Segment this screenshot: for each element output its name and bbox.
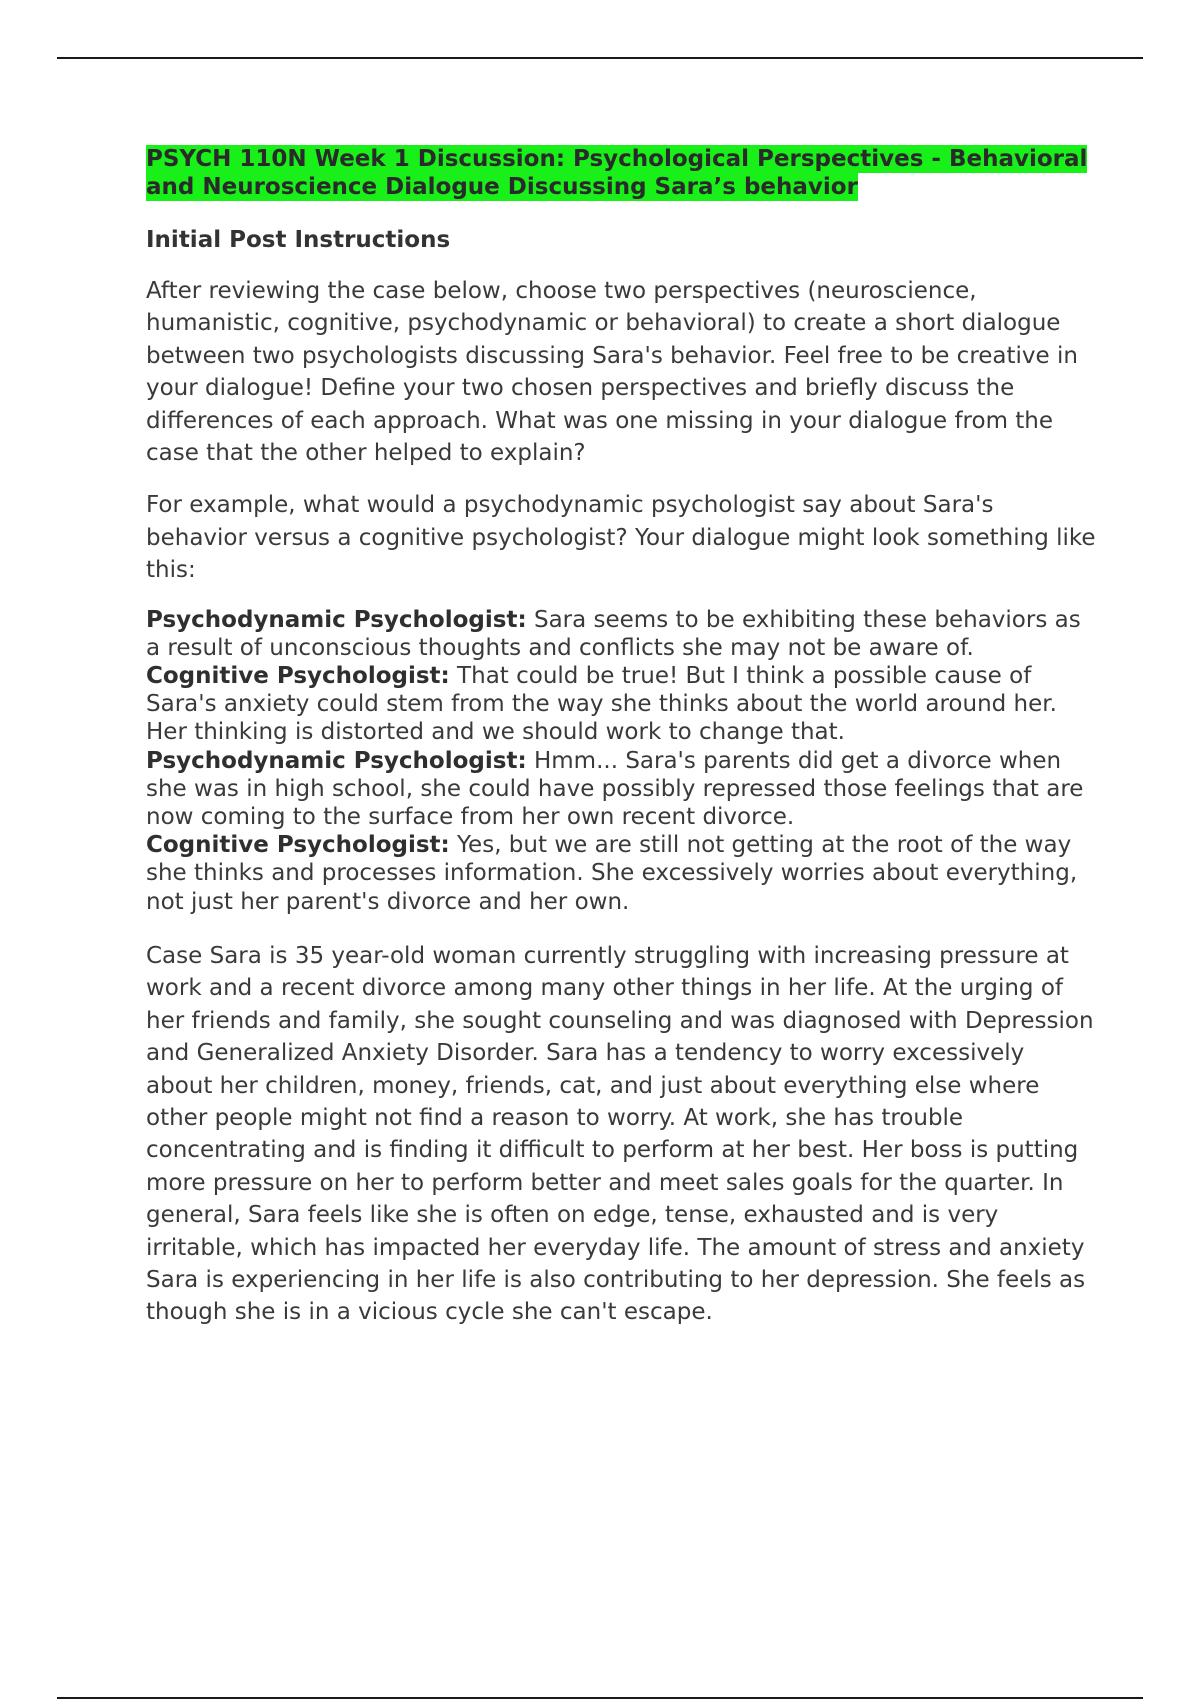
document-body	[146, 145, 1096, 1329]
case-paragraph: Case Sara is 35 year-old woman currently struggling with increasing pressure at work and a recent divorce among many other things in her life. At the urging of her friends and family, she sought counseling and was diagnosed with Depression and Generalized Anxiety Disorder. Sara has a tendency to worry excessively about her children, money, friends, cat, and just about everything else where other people might not find a reason to worry. At work, she has trouble concentrating and is finding it difficult to perform at her best. Her boss is putting more pressure on her to perform better and meet sales goals for the quarter. In general, Sara feels like she is often on edge, tense, exhausted and is very irritable, which has impacted her everyday life. The amount of stress and anxiety Sara is experiencing in her life is also contributing to her depression. She feels as though she is in a vicious cycle she can't escape.	[146, 942, 1094, 1326]
instructions-paragraph: After reviewing the case below, choose two perspectives (neuroscience, humanistic, cognitive, psychodynamic or behavioral) to create a short dialogue between two psychologists discussing Sara's behavior. Feel free to be creative in your dialogue! Define your two chosen perspectives and briefly discuss the differences of each approach. What was one missing in your dialogue from the case that the other helped to explain?	[146, 278, 1078, 467]
example-paragraph: For example, what would a psychodynamic psychologist say about Sara's behavior versus a cognitive psychologist? Your dialogue might look something like this:	[146, 492, 1096, 584]
dialogue-speaker: Psychodynamic Psychologist:	[146, 606, 527, 633]
dialogue-speaker: Psychodynamic Psychologist:	[146, 747, 527, 774]
document-title	[146, 145, 1096, 201]
dialogue-line: Yes, but we are still not getting at the root of the way she thinks and processes information. She excessively worries about everything, not just her parent's divorce and her own.	[146, 832, 1078, 915]
dialogue-line: Hmm... Sara's parents did get a divorce when she was in high school, she could have possibly repressed those feelings that are now coming to the surface from her own recent divorce.	[146, 747, 1084, 831]
footer-rule	[57, 1697, 1143, 1699]
document-title-highlight: PSYCH 110N Week 1 Discussion: Psychological Perspectives - Behavioral and Neuroscience Dialogue Discussing Sara’s behavior	[146, 146, 1088, 200]
instructions-heading: Initial Post Instructions	[146, 227, 451, 253]
example-dialogue	[146, 606, 1096, 916]
header-rule	[57, 57, 1143, 59]
dialogue-line: Sara seems to be exhibiting these behaviors as a result of unconscious thoughts and conflicts she may not be aware of.	[146, 606, 1081, 661]
dialogue-speaker: Cognitive Psychologist:	[146, 663, 450, 690]
dialogue-line: That could be true! But I think a possible cause of Sara's anxiety could stem from the way she thinks about the world around her. Her thinking is distorted and we should work to change that.	[146, 663, 1057, 746]
dialogue-speaker: Cognitive Psychologist:	[146, 832, 450, 859]
